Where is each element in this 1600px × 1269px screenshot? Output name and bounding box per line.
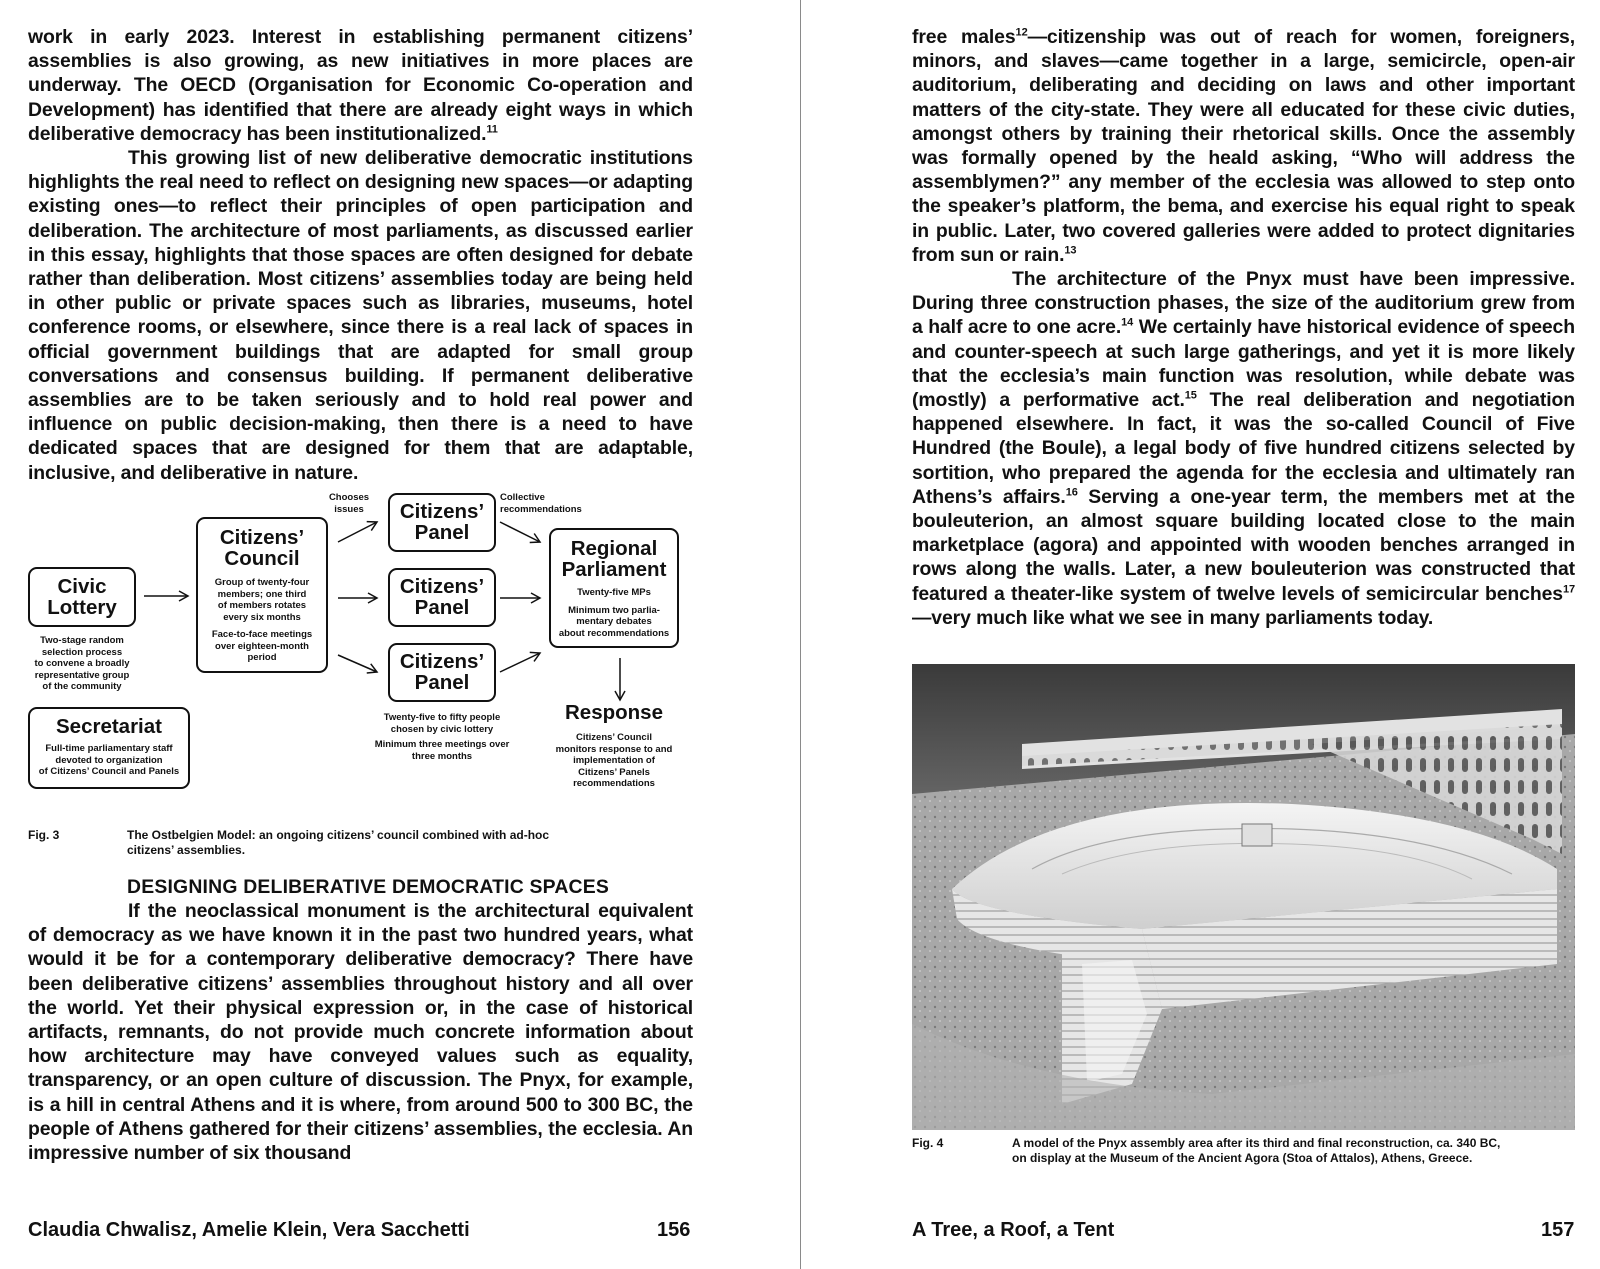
paragraph xyxy=(912,267,1575,630)
desc-line: of members rotates xyxy=(217,600,307,611)
arrow-council-to-panel-1 xyxy=(338,522,377,542)
arrow-council-to-panel-3 xyxy=(338,655,377,672)
caption-line: A model of the Pnyx assembly area after its third and final reconstruction, ca. 340 BC, xyxy=(1012,1136,1501,1150)
paragraph-text: The architecture of the Pnyx must have been impressive. During three construction phases, the size of the auditorium grew from a half acre to one acre. xyxy=(912,268,1575,339)
figure-caption xyxy=(1012,1136,1500,1166)
citizens-panel-title: Citizens’ xyxy=(399,500,485,523)
secretariat-title: Secretariat xyxy=(56,715,162,738)
desc-line: recommendations xyxy=(573,778,655,789)
desc-line: of the community xyxy=(42,681,122,692)
desc-line: every six months xyxy=(223,611,301,623)
desc-line: about recommendations xyxy=(558,627,670,639)
citizens-council-box xyxy=(196,517,328,673)
paragraph: If the neoclassical monument is the architectural equivalent of democracy as we have known it in the past two hundred years, what would it be for a contemporary deliberative democracy? There have been deliberative citizens’ assemblies throughout history and all over the world. Yet their physical expression or, in the case of historical artifacts, remnants, do not provide much concrete information about how architecture may have conveyed values such as equality, transparency, or an open culture of discussion. The Pnyx, for example, is a hill in central Athens and it is where, from around 500 to 300 BC, the people of Athens gathered for their citizens’ assemblies, the ecclesia. An impressive number of six thousand xyxy=(28,900,693,1165)
caption-line: on display at the Museum of the Ancient Agora (Stoa of Attalos), Athens, Greece. xyxy=(1012,1151,1473,1165)
desc-line: Two-stage random xyxy=(40,635,124,646)
arrow-panel-3-to-parliament xyxy=(500,653,540,672)
ostbelgien-model-diagram xyxy=(26,492,706,815)
figure-caption xyxy=(127,828,549,858)
citizens-panel-box-1 xyxy=(388,493,496,552)
desc-line: to convene a broadly xyxy=(34,658,130,669)
arrow-panel-1-to-parliament xyxy=(500,522,540,542)
citizens-panel-title: Panel xyxy=(414,521,470,544)
citizens-panel-title: Panel xyxy=(414,671,470,694)
paragraph-text: —very much like what we see in many parliaments today. xyxy=(912,606,1434,629)
footnote-ref[interactable]: 16 xyxy=(1065,486,1078,499)
regional-parliament-box xyxy=(549,528,679,648)
desc-line: over eighteen-month xyxy=(215,640,309,652)
desc-line: members; one third xyxy=(217,588,307,600)
citizens-panel-title: Citizens’ xyxy=(399,575,485,598)
desc-line: devoted to organization xyxy=(55,754,163,766)
section-heading: DESIGNING DELIBERATIVE DEMOCRATIC SPACES xyxy=(127,876,610,898)
desc-line: of Citizens’ Council and Panels xyxy=(38,766,180,777)
paragraph: This growing list of new deliberative democratic institutions highlights the real need to reflect on designing new spaces—or adapting existing ones—to reflect their principles of open participation and deliberation. The architecture of most parliaments, as discussed earlier in this essay, highlights that those spaces are often designed for debate rather than deliberation. Most citizens’ assemblies today are being held in other public or private spaces such as libraries, museums, hotel conference rooms, or elsewhere, since there is a real lack of spaces in official government buildings that are adapted for small group conversations and consensus building. If permanent deliberative assemblies are to be taken seriously and to hold real power and influence on public decision-making, then there is a need to have dedicated spaces that are designed for them that are adaptable, inclusive, and deliberative in nature. xyxy=(28,147,693,484)
paragraph-text: work in early 2023. Interest in establishing permanent citizens’ assemblies is also growing, as new initiatives in more places are underway. The OECD (Organisation for Economic Co-operation and Development) has identified that there are already eight ways in which deliberative democracy has been institutionalized. xyxy=(28,26,693,145)
desc-line: implementation of xyxy=(573,755,655,766)
desc-line: chosen by civic lottery xyxy=(390,723,494,735)
paragraph xyxy=(912,25,1575,267)
desc-line: Twenty-five to fifty people xyxy=(383,712,501,723)
label-line: recommendations xyxy=(500,503,582,515)
desc-line: period xyxy=(247,652,277,663)
regional-parliament-title: Parliament xyxy=(561,558,667,581)
paragraph-text: We certainly have historical evidence of speech and counter-speech at such large gatherings, and yet it is more likely that the ecclesia’s main function was resolution, while debate was (mostly) a performative act. xyxy=(912,316,1575,412)
figure-label: Fig. 4 xyxy=(912,1136,944,1150)
desc-line: Citizens’ Panels xyxy=(578,766,650,778)
left-body-bottom xyxy=(28,899,693,1165)
pnyx-model-illustration xyxy=(912,664,1575,1130)
label-line: Collective xyxy=(500,492,545,503)
paragraph-text: The real deliberation and negotiation happened elsewhere. In fact, it was the so-called Council of Five Hundred (the Boule), a legal body of five hundred citizens selected by sortition, who prepared the agenda for the ecclesia and ultimately ran Athens’s affairs. xyxy=(912,389,1575,508)
response-desc xyxy=(544,732,684,790)
caption-line: citizens’ assemblies. xyxy=(127,843,246,857)
desc-line: Face-to-face meetings xyxy=(211,629,313,640)
paragraph xyxy=(28,25,693,146)
response-title: Response xyxy=(565,701,663,724)
civic-lottery-desc xyxy=(26,635,138,693)
citizens-council-title: Citizens’ xyxy=(219,526,305,549)
citizens-panel-box-2 xyxy=(388,568,496,627)
footnote-ref[interactable]: 15 xyxy=(1184,389,1197,402)
footnote-ref[interactable]: 11 xyxy=(486,123,498,136)
civic-lottery-box xyxy=(28,567,136,627)
desc-line: Minimum three meetings over xyxy=(374,739,510,750)
desc-line: three months xyxy=(411,750,473,762)
chooses-issues-label xyxy=(326,492,372,515)
paragraph-text: free males xyxy=(912,26,1016,48)
citizens-council-title: Council xyxy=(224,547,300,570)
desc-line: selection process xyxy=(41,646,123,658)
footnote-ref[interactable]: 14 xyxy=(1121,316,1134,329)
running-footer-authors: Claudia Chwalisz, Amelie Klein, Vera Sacchetti xyxy=(28,1219,470,1241)
citizens-panel-desc xyxy=(366,712,518,762)
citizens-panel-title: Citizens’ xyxy=(399,650,485,673)
desc-line: Citizens’ Council xyxy=(575,732,652,743)
desc-line: mentary debates xyxy=(576,616,652,627)
desc-line: monitors response to and xyxy=(555,743,673,755)
paragraph-text: Serving a one-year term, the members met at the bouleuterion, an almost square building located close to the main marketplace (agora) and appointed with wooden benches arranged in rows along the walls. Later, a new bouleuterion was constructed that featured a theater-like system of twelve levels of semicircular benches xyxy=(912,485,1575,605)
collective-recommendations-label xyxy=(500,492,582,515)
label-line: issues xyxy=(334,503,364,515)
paragraph-text: —citizenship was out of reach for women, foreigners, minors, and slaves—came together in a large, semicircle, open-air auditorium, deliberating and deciding on laws and other important matters of the city-state. They were all educated for these civic duties, amongst others by training their rhetorical skills. Once the assembly was formally opened by the heald asking, “Who will address the assemblymen?” any member of the ecclesia was allowed to step onto the speaker’s platform, the bema, and exercise his equal right to speak in public. Later, two covered galleries were added to protect dignitaries from sun or rain. xyxy=(912,26,1575,266)
right-body-top xyxy=(912,25,1575,630)
civic-lottery-title: Civic xyxy=(57,575,107,598)
secretariat-box xyxy=(28,707,190,789)
figure-label: Fig. 3 xyxy=(28,828,60,842)
desc-line: representative group xyxy=(34,669,130,681)
civic-lottery-title: Lottery xyxy=(47,596,117,619)
desc-line: Group of twenty-four xyxy=(214,577,310,588)
left-body-top xyxy=(28,25,693,485)
caption-line: The Ostbelgien Model: an ongoing citizens’ council combined with ad-hoc xyxy=(127,828,550,842)
page-number: 157 xyxy=(1541,1219,1575,1241)
footnote-ref[interactable]: 17 xyxy=(1562,583,1575,596)
footnote-ref[interactable]: 13 xyxy=(1064,244,1077,257)
citizens-panel-box-3 xyxy=(388,643,496,702)
desc-line: Full-time parliamentary staff xyxy=(45,743,173,754)
citizens-panel-title: Panel xyxy=(414,596,470,619)
page-number: 156 xyxy=(657,1219,691,1241)
regional-parliament-title: Regional xyxy=(570,537,658,560)
desc-line: Minimum two parlia- xyxy=(568,604,660,616)
footnote-ref[interactable]: 12 xyxy=(1015,26,1028,39)
running-footer-title: A Tree, a Roof, a Tent xyxy=(912,1219,1115,1241)
pnyx-model-photo xyxy=(912,664,1575,1130)
label-line: Chooses xyxy=(328,492,370,503)
desc-line: Twenty-five MPs xyxy=(577,587,651,598)
